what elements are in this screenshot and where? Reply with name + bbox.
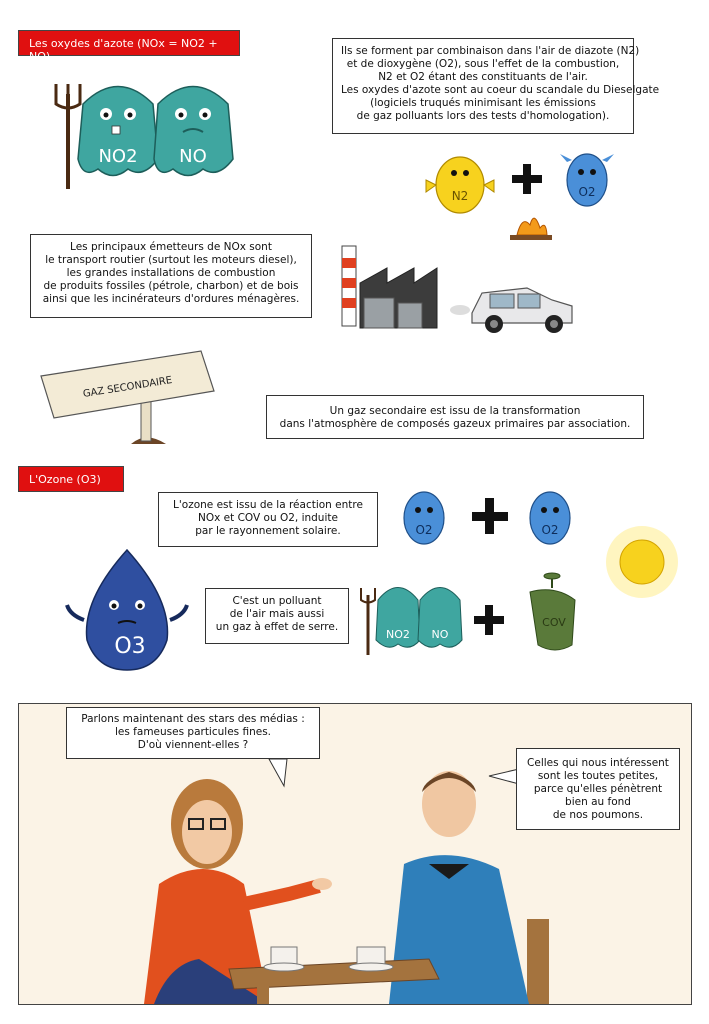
nox-mascots-illustration — [48, 64, 248, 194]
small-no-label: NO — [431, 628, 449, 641]
man-speech-bubble: Celles qui nous intéressent sont les toutes petites, parce qu'elles pénètrent bien au fond de nos poumons. — [516, 748, 680, 830]
ozone-pollutant-text: C'est un polluant de l'air mais aussi un gaz à effet de serre. — [205, 588, 349, 644]
mascot-no2-label: NO2 — [98, 146, 138, 167]
nox-formation-text: Ils se forment par combinaison dans l'air de diazote (N2) et de dioxygène (O2), sous l'effet de la combustion, N2 et O2 étant des constituants de l'air. Les oxydes d'azote sont au coeur du scandale du Dieselgate (logiciels truqués minimisant les émissions de gaz polluants lors des tests d'homologation). — [332, 38, 634, 134]
n2-o2-reaction-illustration — [422, 140, 622, 250]
factory-car-illustration — [332, 238, 580, 338]
gaz-secondaire-sign — [36, 346, 236, 450]
small-no2-label: NO2 — [386, 628, 410, 641]
reaction-n2-label: N2 — [451, 189, 469, 203]
o3-mascot — [62, 545, 192, 675]
mascot-o3-label: O3 — [114, 634, 146, 659]
reaction-o2-a-label: O2 — [415, 523, 433, 537]
ozone-formation-text: L'ozone est issu de la réaction entre NOx et COV ou O2, induite par le rayonnement solaire. — [158, 492, 378, 547]
nox-emitters-text: Les principaux émetteurs de NOx sont le transport routier (surtout les moteurs diesel), les grandes installations de combustion de produits fossiles (pétrole, charbon) et de bois ainsi que les incinérateurs d'ordures ménagères. — [30, 234, 312, 318]
section-label-nox: Les oxydes d'azote (NOx = NO2 + NO) — [18, 30, 240, 56]
cov-label: COV — [542, 616, 566, 629]
woman-speech-bubble: Parlons maintenant des stars des médias : les fameuses particules fines. D'où viennent-elles ? — [66, 707, 320, 759]
mascot-no-label: NO — [179, 146, 207, 167]
reaction-o2-label: O2 — [578, 185, 596, 199]
reaction-o2-b-label: O2 — [541, 523, 559, 537]
section-label-ozone: L'Ozone (O3) — [18, 466, 124, 492]
secondary-gas-text: Un gaz secondaire est issu de la transformation dans l'atmosphère de composés gazeux primaires par association. — [266, 395, 644, 439]
nox-cov-reaction-illustration — [360, 570, 600, 660]
sign-label: GAZ SECONDAIRE — [82, 375, 174, 401]
